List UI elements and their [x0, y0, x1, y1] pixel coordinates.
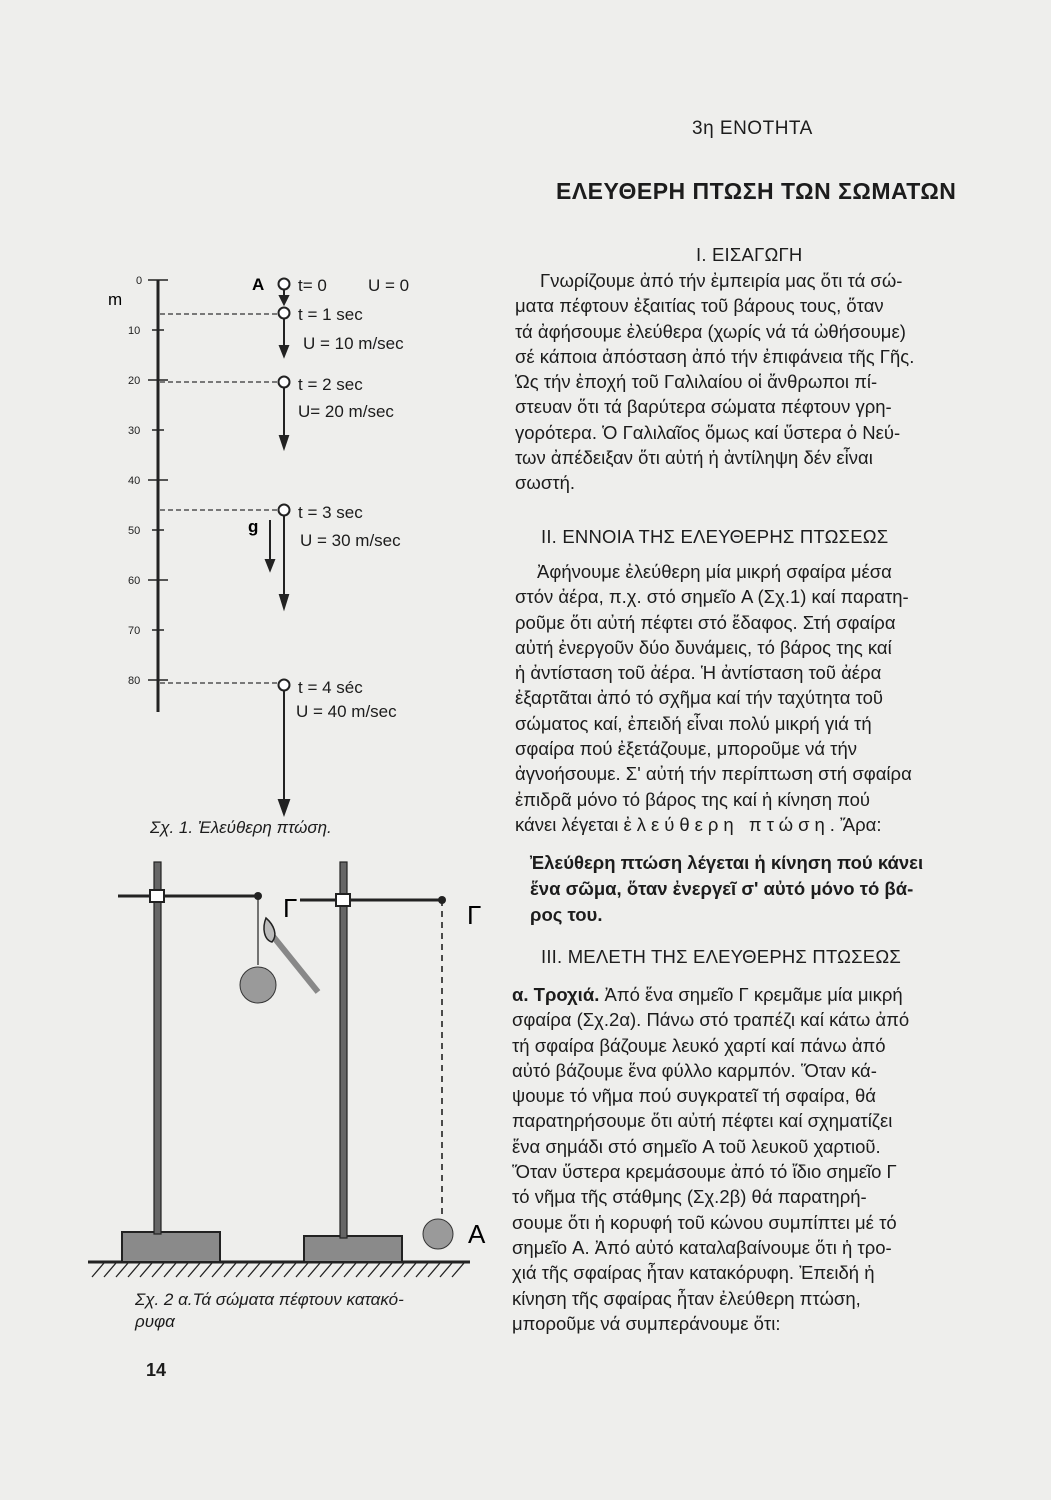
state-time: t = 2 sec [298, 375, 363, 394]
text-line: σέ κάποια ἀπόσταση ἀπό τήν ἐπιφάνεια τῆς Γῆς. [515, 345, 915, 367]
gamma-label-right: Γ [467, 900, 482, 930]
text-line: ματα πέφτουν ἐξαιτίας τοῦ βάρους τους, ὅταν [515, 295, 884, 317]
tick-label: 0 [136, 275, 143, 287]
section-3-title: ΙΙΙ. ΜΕΛΕΤΗ ΤΗΣ ΕΛΕΥΘΕΡΗΣ ΠΤΩΣΕΩΣ [541, 946, 901, 967]
left-ball [240, 967, 276, 1003]
figure-2-apparatus-diagram [0, 0, 520, 1300]
text-line: Ὅταν ὕστερα κρεμάσουμε ἀπό τό ἴδιο σημεῖο Γ [512, 1161, 897, 1183]
tick-label: 20 [128, 375, 141, 387]
text-line: στευαν ὅτι τά βαρύτερα σώματα πέφτουν γρη- [515, 396, 892, 418]
figure-1-caption: Σχ. 1. Ἐλεύθερη πτώση. [150, 818, 332, 837]
unit-header: 3η ΕΝΟΤΗΤΑ [692, 118, 813, 139]
point-a-label: A [252, 275, 265, 294]
right-stand-rod [340, 862, 347, 1238]
state-velocity: U = 40 m/sec [296, 702, 397, 721]
section-1-title: Ι. ΕΙΣΑΓΩΓΗ [696, 244, 803, 265]
tick-label: 70 [128, 625, 141, 637]
text-line: ἡ ἀντίσταση τοῦ ἀέρα. Ἡ ἀντίσταση τοῦ ἀέρα [515, 662, 882, 684]
text-line: τά ἀφήσουμε ἐλεύθερα (χωρίς νά τά ὠθήσουμε) [515, 320, 906, 342]
state-time: t = 3 sec [298, 503, 363, 522]
text-line: ροῦμε ὅτι αὐτή πέφτει στό ἔδαφος. Στή σφαίρα [515, 611, 896, 633]
left-stand-clamp [150, 890, 164, 902]
definition-line: ρος του. [530, 904, 603, 925]
table-hatching [92, 1263, 464, 1277]
text-line: αὐτό βάζουμε ἕνα φύλλο καρμπόν. Ὅταν κά- [512, 1059, 877, 1081]
right-stand [300, 862, 453, 1262]
text-line: σουμε ὅτι ἡ κορυφή τοῦ κώνου συμπίπτει μέ τό [512, 1211, 897, 1233]
right-stand-clamp [336, 894, 350, 906]
section-1-body [515, 268, 914, 496]
text-line: τό νῆμα τῆς στάθμης (Σχ.2β) θά παρατηρή- [512, 1186, 867, 1208]
text-line: μποροῦμε νά συμπεράνουμε ὅτι: [512, 1312, 781, 1334]
text-line: σωστή. [515, 472, 576, 494]
left-stand-base [122, 1232, 220, 1262]
page-number: 14 [146, 1360, 167, 1380]
tick-label: 80 [128, 675, 141, 687]
state-velocity: U = 0 [368, 276, 410, 295]
text-span: Ἀπό ἕνα σημεῖο Γ κρεμᾶμε μία μικρή [599, 984, 903, 1005]
text-line: τή σφαίρα βάζουμε λευκό χαρτί καί πάνω ἀπό [512, 1034, 886, 1056]
text-span: . Ἄρα: [829, 813, 882, 835]
right-stand-base [304, 1236, 402, 1262]
section-2-body [515, 559, 912, 837]
text-line: των ἀπέδειξαν ὅτι αὐτή ἡ ἀντίληψη δέν εἶναι [515, 447, 873, 469]
definition-line: ἕνα σῶμα, ὅταν ἐνεργεῖ σ' αὐτό μόνο τό βά- [530, 878, 914, 899]
text-span: κάνει λέγεται [515, 813, 619, 835]
point-a-label-fig2: A [468, 1219, 486, 1249]
chapter-title: ΕΛΕΥΘΕΡΗ ΠΤΩΣΗ ΤΩΝ ΣΩΜΑΤΩΝ [556, 178, 957, 204]
gamma-label-left: Γ [283, 893, 298, 923]
state-velocity: U = 30 m/sec [300, 531, 401, 550]
section-2-title: ΙΙ. ΕΝΝΟΙΑ ΤΗΣ ΕΛΕΥΘΕΡΗΣ ΠΤΩΣΕΩΣ [541, 526, 889, 547]
text-line: σώματος καί, ἐπειδή εἶναι πολύ μικρή γιά τή [515, 712, 872, 734]
state-time: t = 1 sec [298, 305, 363, 324]
state-velocity: U= 20 m/sec [298, 402, 394, 421]
text-line: ἕνα σημάδι στό σημεῖο A τοῦ λευκοῦ χαρτιοῦ. [512, 1135, 881, 1157]
tick-label: 50 [128, 525, 141, 537]
state-time: t = 4 séc [298, 678, 363, 697]
axis-unit: m [108, 290, 123, 309]
text-line: σφαίρα πού ἐξετάζουμε, μποροῦμε νά τήν [515, 738, 858, 760]
figure-2-caption-line2: ρυφα [135, 1312, 175, 1331]
state-time: t= 0 [298, 276, 327, 295]
text-line: στόν ἀέρα, π.χ. στό σημεῖο A (Σχ.1) καί παρατη- [515, 586, 909, 608]
text-line: ἐπιδρᾶ μόνο τό βάρος της καί ἡ κίνηση πού [515, 788, 871, 810]
text-line: Ὡς τήν ἐποχή τοῦ Γαλιλαίου οἱ ἄνθρωποι πί- [515, 371, 878, 393]
text-line [515, 812, 912, 837]
text-line: Ἀφήνουμε ἐλεύθερη μία μικρή σφαίρα μέσα [537, 561, 892, 582]
text-line: ψουμε τό νῆμα πού συγκρατεῖ τή σφαίρα, θά [512, 1085, 876, 1107]
definition-box [530, 850, 923, 928]
section-3-body [512, 982, 909, 1336]
text-line: ἀγνοήσουμε. Σ' αὐτή τήν περίπτωση στή σφαίρα [515, 763, 912, 785]
text-line: ἐξαρτᾶται ἀπό τό σχῆμα καί τήν ταχύτητα τοῦ [515, 687, 883, 709]
tick-label: 10 [128, 325, 141, 337]
text-line: Γνωρίζουμε ἀπό τήν ἐμπειρία μας ὅτι τά σώ- [540, 270, 903, 291]
text-line: γορότερα. Ὁ Γαλιλαῖος ὅμως καί ὕστερα ὁ Νεύ- [515, 421, 901, 443]
definition-line: Ἐλεύθερη πτώση λέγεται ἡ κίνηση πού κάνει [530, 852, 924, 873]
figure-2-caption-line1: Σχ. 2 α.Τά σώματα πέφτουν κατακό- [135, 1290, 404, 1309]
plumb-bob [423, 1219, 453, 1249]
text-line: κίνηση τῆς σφαίρας ἦταν ἐλεύθερη πτώση, [512, 1287, 861, 1309]
text-line: σημεῖο A. Ἀπό αὐτό καταλαβαίνουμε ὅτι ἡ τρο- [512, 1236, 892, 1258]
flame-icon [264, 918, 275, 942]
text-line: σφαίρα (Σχ.2α). Πάνω στό τραπέζι καί κάτω ἀπό [512, 1009, 910, 1031]
text-line [512, 982, 909, 1007]
subsection-lead: α. Τροχιά. [512, 984, 600, 1005]
text-line: αὐτή ἐνεργοῦν δύο δυνάμεις, τό βάρος της καί [515, 636, 892, 658]
tick-label: 60 [128, 575, 141, 587]
gravity-label: g [248, 517, 259, 536]
left-stand-rod [154, 862, 161, 1234]
match-stick [272, 935, 318, 992]
text-line: χιά τῆς σφαίρας ἦταν κατακόρυφη. Ἐπειδή ἡ [512, 1262, 875, 1284]
tick-label: 40 [128, 475, 141, 487]
state-velocity: U = 10 m/sec [303, 334, 404, 353]
text-line: παρατηρήσουμε ὅτι αὐτή πέφτει καί σχηματίζει [512, 1110, 893, 1132]
tick-label: 30 [128, 425, 141, 437]
emphasis-spaced: ἐλεύθερη πτώση [623, 813, 830, 835]
